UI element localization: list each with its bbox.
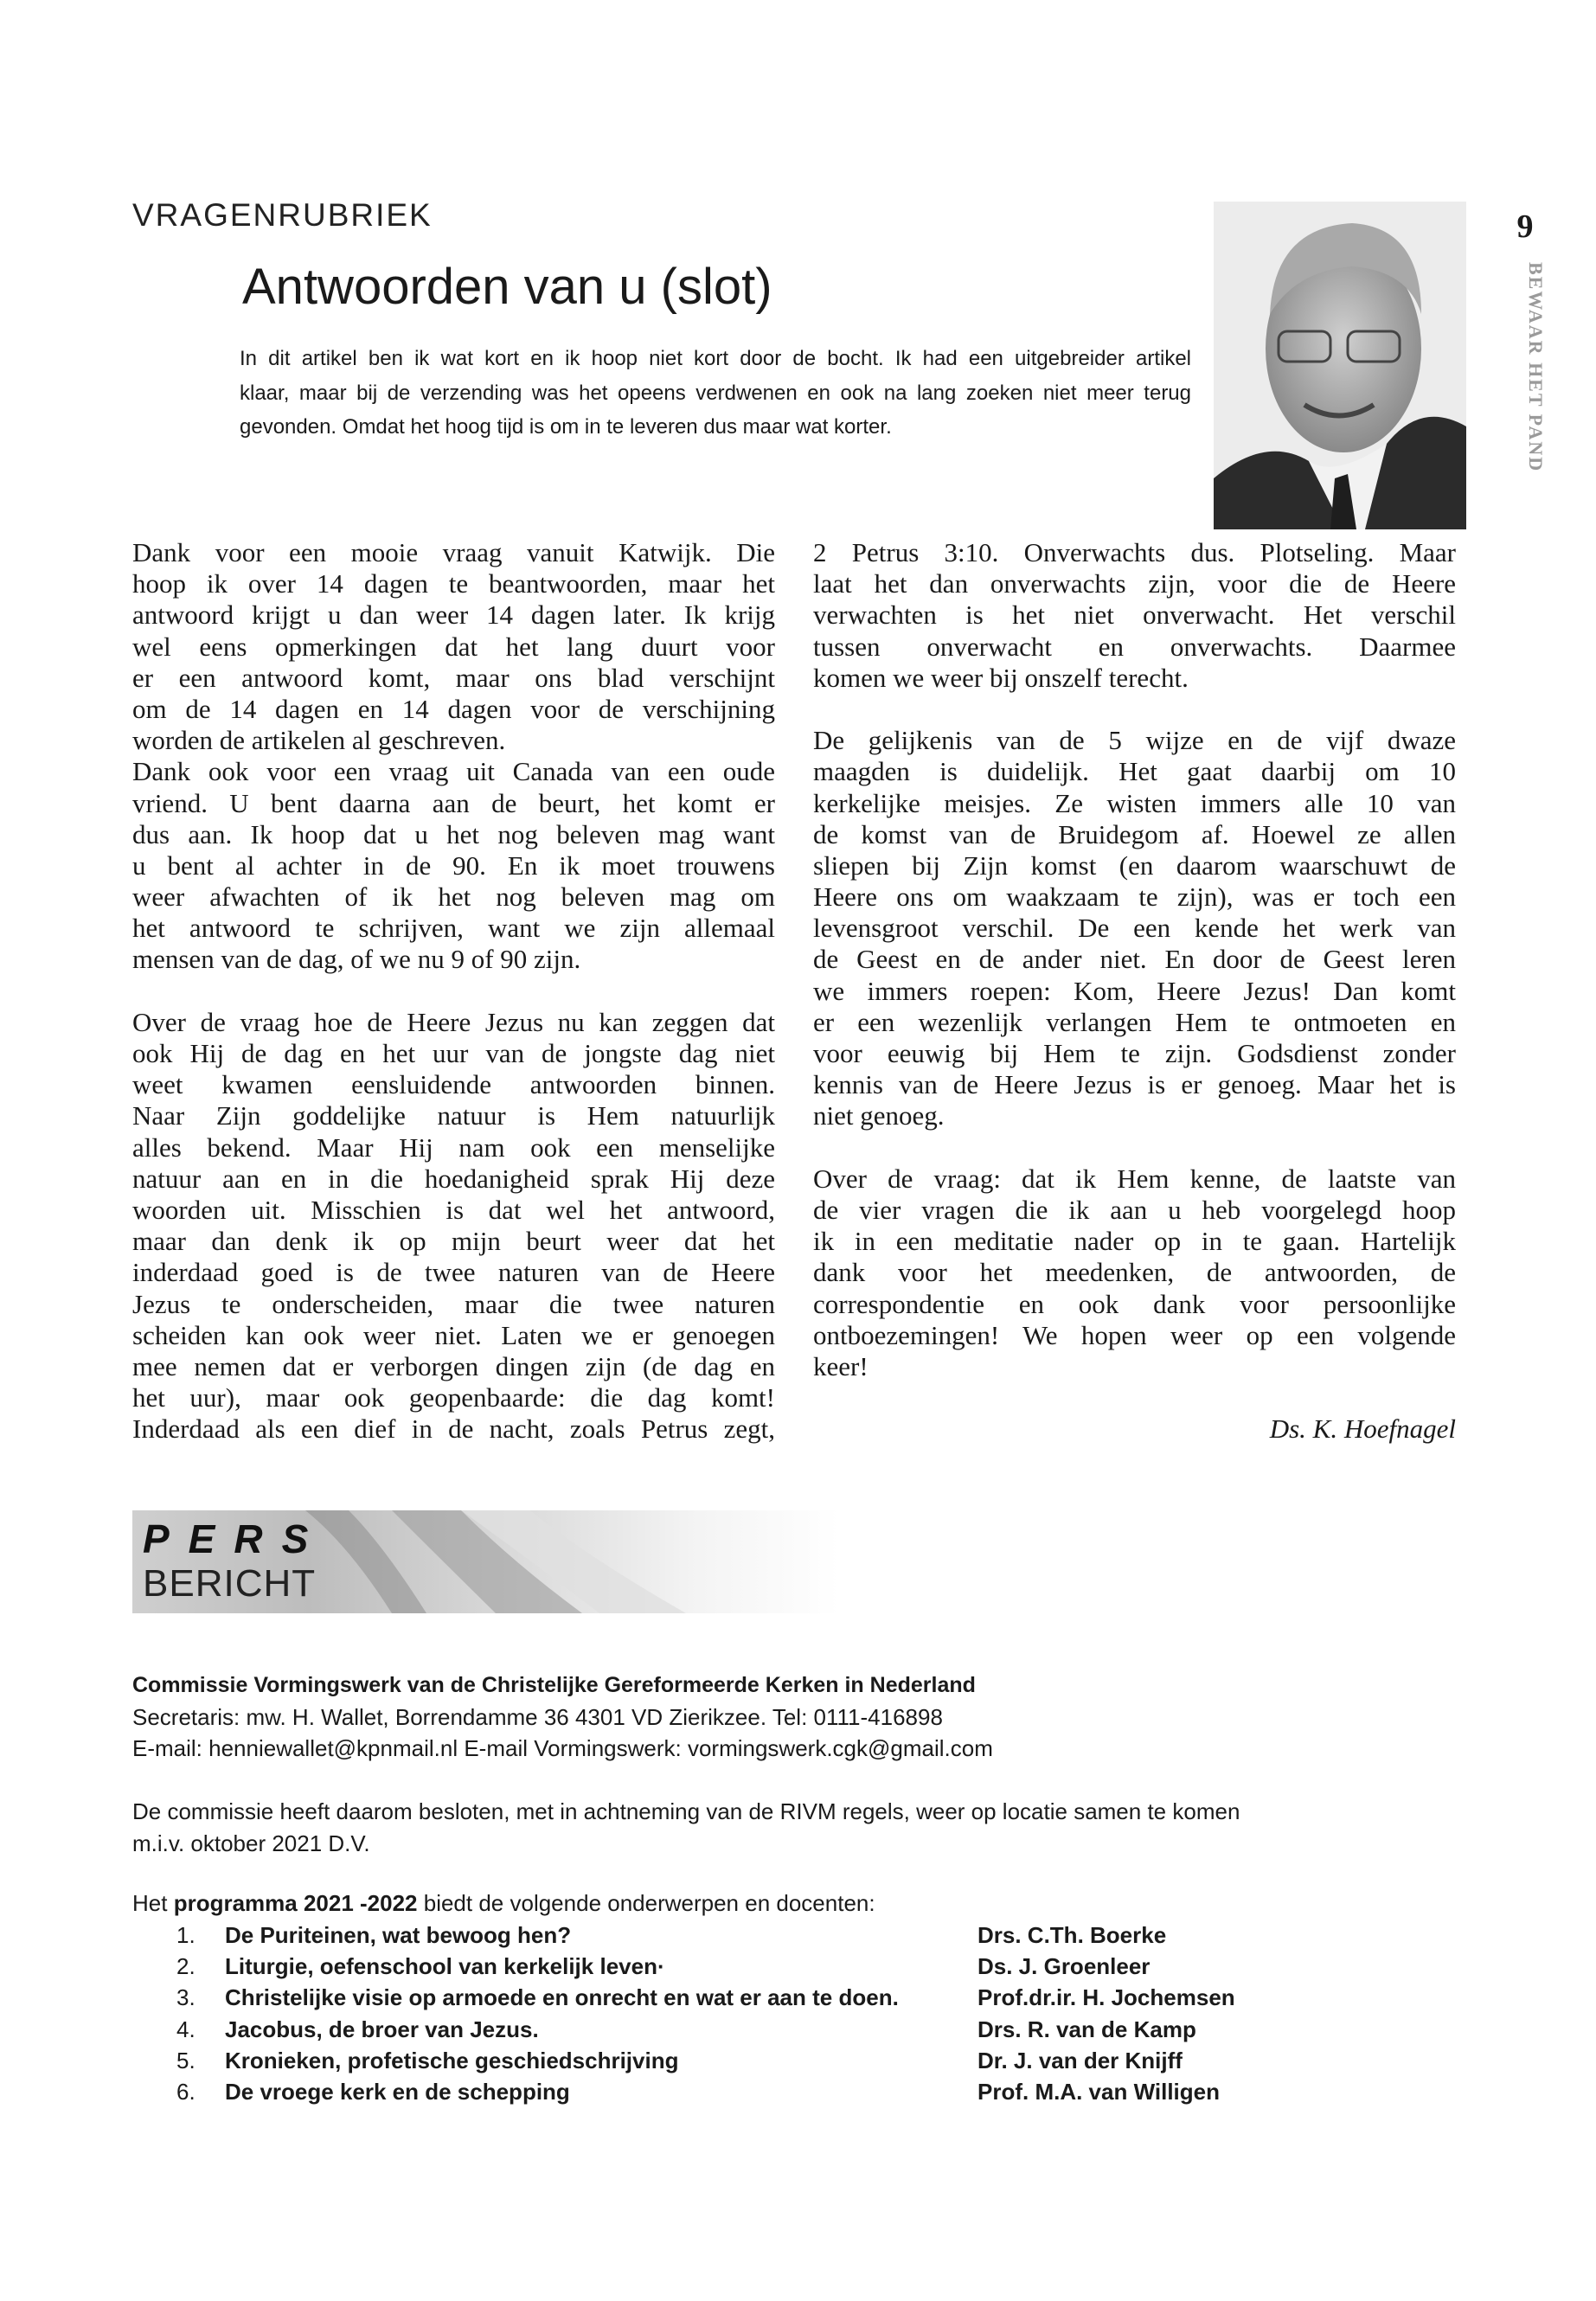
program-intro-pre: Het bbox=[132, 1890, 174, 1916]
text-line: Inderdaad als een dief in de nacht, zoals Petrus zegt, bbox=[132, 1413, 775, 1445]
text-line: Dank ook voor een vraag uit Canada van een oude bbox=[132, 756, 775, 787]
text-line: kerkelijke meisjes. Ze wisten immers alle 10 van bbox=[813, 787, 1456, 818]
program-intro bbox=[132, 1888, 875, 1920]
text-line: voor eeuwig bij Hem te zijn. Godsdienst zonder bbox=[813, 1038, 1456, 1068]
decision-text bbox=[132, 1796, 1240, 1859]
text-line: we immers roepen: Kom, Heere Jezus! Dan komt bbox=[813, 975, 1456, 1006]
text-line: ontboezemingen! We hopen weer op een volgende bbox=[813, 1319, 1456, 1350]
right-column bbox=[813, 537, 1456, 1445]
text-line: Over de vraag hoe de Heere Jezus nu kan zeggen dat bbox=[132, 1006, 775, 1037]
item-teacher: Ds. J. Groenleer bbox=[977, 1952, 1151, 1979]
text-line bbox=[813, 694, 1456, 725]
text-line: komen we weer bij onszelf terecht. bbox=[813, 662, 1189, 693]
article-intro bbox=[240, 342, 1191, 445]
secretary-info: Secretaris: mw. H. Wallet, Borrendamme 36 4301 VD Zierikzee. Tel: 0111-416898 bbox=[132, 1703, 943, 1730]
text-line: dus aan. Ik hoop dat u het nog beleven mag want bbox=[132, 818, 775, 849]
program-item bbox=[132, 2076, 1221, 2107]
program-item bbox=[132, 1982, 1235, 2013]
section-label: VRAGENRUBRIEK bbox=[132, 197, 433, 233]
item-topic: Kronieken, profetische geschiedschrijving bbox=[225, 2048, 679, 2074]
text-line bbox=[813, 1132, 1456, 1163]
item-topic: Liturgie, oefenschool van kerkelijk leven· bbox=[225, 1952, 665, 1979]
item-number: 6. bbox=[176, 2079, 195, 2106]
text-line: alles bekend. Maar Hij nam ook een menselijke bbox=[132, 1131, 775, 1163]
program-item bbox=[132, 1920, 1167, 1951]
text-line: Over de vraag: dat ik Hem kenne, de laatste van bbox=[813, 1163, 1456, 1194]
program-intro-post: biedt de volgende onderwerpen en docenten: bbox=[417, 1890, 875, 1916]
text-line bbox=[813, 1382, 1456, 1413]
text-line: 2 Petrus 3:10. Onverwachts dus. Plotseling. Maar bbox=[813, 537, 1456, 567]
text-line bbox=[132, 976, 775, 1007]
text-line: maar dan denk ik op mijn beurt weer dat het bbox=[132, 1226, 775, 1257]
text-line: Heere ons om waakzaam te zijn), was er toch een bbox=[813, 881, 1456, 913]
program-item bbox=[132, 1951, 1151, 1982]
program-intro-bold: programma 2021 -2022 bbox=[173, 1890, 418, 1916]
text-line: correspondentie en ook dank voor persoonlijke bbox=[813, 1288, 1456, 1319]
text-line: maagden is duidelijk. Het gaat daarbij om 10 bbox=[813, 756, 1456, 787]
program-item bbox=[132, 2045, 1183, 2076]
text-line: woorden uit. Misschien is dat wel het antwoord, bbox=[132, 1194, 775, 1225]
text-line: wel eens opmerkingen dat het lang duurt voor bbox=[132, 631, 775, 662]
decision-line: De commissie heeft daarom besloten, met in achtneming van de RIVM regels, weer op locatie samen te komen bbox=[132, 1798, 1240, 1824]
text-line: het uur), maar ook geopenbaarde: die dag komt! bbox=[132, 1382, 775, 1413]
text-line: levensgroot verschil. De een kende het werk van bbox=[813, 913, 1456, 944]
text-line: sliepen bij Zijn komst (en daarom waarschuwt de bbox=[813, 849, 1456, 881]
text-line: mee nemen dat er verborgen dingen zijn (de dag en bbox=[132, 1350, 775, 1381]
author-photo bbox=[1214, 202, 1466, 529]
text-line: ook Hij de dag en het uur van de jongste dag niet bbox=[132, 1038, 775, 1068]
program-item bbox=[132, 2014, 1196, 2045]
item-number: 3. bbox=[176, 1984, 195, 2011]
item-topic: De Puriteinen, wat bewoog hen? bbox=[225, 1921, 572, 1948]
item-number: 4. bbox=[176, 2016, 195, 2042]
running-title: BEWAAR HET PAND bbox=[1525, 262, 1547, 473]
text-line: verwachten is het niet onverwacht. Het verschil bbox=[813, 599, 1456, 631]
text-line: niet genoeg. bbox=[813, 1100, 945, 1131]
item-topic: De vroege kerk en de schepping bbox=[225, 2079, 570, 2106]
item-topic: Jacobus, de broer van Jezus. bbox=[225, 2016, 539, 2042]
decision-line: m.i.v. oktober 2021 D.V. bbox=[132, 1830, 370, 1856]
intro-line: gevonden. Omdat het hoog tijd is om in te leveren dus maar wat korter. bbox=[240, 415, 892, 439]
press-banner-subtitle: BERICHT bbox=[143, 1562, 317, 1605]
text-line: De gelijkenis van de 5 wijze en de vijf dwaze bbox=[813, 725, 1456, 756]
item-teacher: Drs. R. van de Kamp bbox=[977, 2016, 1196, 2042]
text-line: Dank voor een mooie vraag vanuit Katwijk. Die bbox=[132, 537, 775, 567]
text-line: Naar Zijn goddelijke natuur is Hem natuurlijk bbox=[132, 1100, 775, 1131]
text-line: er een wezenlijk verlangen Hem te ontmoeten en bbox=[813, 1006, 1456, 1037]
text-line: de vier vragen die ik aan u heb voorgelegd hoop bbox=[813, 1194, 1456, 1225]
left-column bbox=[132, 537, 775, 1445]
item-teacher: Prof. M.A. van Willigen bbox=[977, 2079, 1221, 2106]
page-number: 9 bbox=[1516, 208, 1534, 245]
text-line: antwoord krijgt u dan weer 14 dagen later. Ik krijg bbox=[132, 599, 775, 631]
item-teacher: Prof.dr.ir. H. Jochemsen bbox=[977, 1984, 1235, 2011]
text-line: Jezus te onderscheiden, maar die twee naturen bbox=[132, 1288, 775, 1319]
text-line: hoop ik over 14 dagen te beantwoorden, maar het bbox=[132, 568, 775, 599]
text-line: kennis van de Heere Jezus is er genoeg. Maar het is bbox=[813, 1069, 1456, 1100]
text-line: dank voor het meedenken, de antwoorden, de bbox=[813, 1257, 1456, 1288]
text-line: inderdaad goed is de twee naturen van de Heere bbox=[132, 1257, 775, 1288]
press-banner-title: PERS bbox=[143, 1516, 328, 1561]
text-line: om de 14 dagen en 14 dagen voor de verschijning bbox=[132, 693, 775, 724]
item-teacher: Drs. C.Th. Boerke bbox=[977, 1921, 1167, 1948]
signature: Ds. K. Hoefnagel bbox=[1269, 1413, 1456, 1445]
item-number: 5. bbox=[176, 2048, 195, 2074]
text-line: scheiden kan ook weer niet. Laten we er genoegen bbox=[132, 1319, 775, 1350]
text-line: er een antwoord komt, maar ons blad verschijnt bbox=[132, 662, 775, 693]
intro-line: In dit artikel ben ik wat kort en ik hoop niet kort door de bocht. Ik had een uitgebreider artikel bbox=[240, 347, 1191, 370]
item-teacher: Dr. J. van der Knijff bbox=[977, 2048, 1183, 2074]
text-line: vriend. U bent daarna aan de beurt, het komt er bbox=[132, 787, 775, 818]
text-line: natuur aan en in die hoedanigheid sprak Hij deze bbox=[132, 1163, 775, 1194]
email-info: E-mail: henniewallet@kpnmail.nl E-mail Vormingswerk: vormingswerk.cgk@gmail.com bbox=[132, 1735, 993, 1761]
text-line: weer afwachten of ik het nog beleven mag om bbox=[132, 881, 775, 913]
text-line: laat het dan onverwachts zijn, voor die de Heere bbox=[813, 568, 1456, 599]
text-line: keer! bbox=[813, 1350, 869, 1381]
item-number: 2. bbox=[176, 1952, 195, 1979]
text-line: worden de artikelen al geschreven. bbox=[132, 725, 506, 756]
article-title: Antwoorden van u (slot) bbox=[242, 259, 772, 315]
text-line: het antwoord te schrijven, want we zijn allemaal bbox=[132, 913, 775, 944]
text-line: de komst van de Bruidegom af. Hoewel ze allen bbox=[813, 818, 1456, 849]
program bbox=[132, 1888, 1235, 2108]
press-contact bbox=[132, 1670, 993, 1765]
item-topic: Christelijke visie op armoede en onrecht en wat er aan te doen. bbox=[225, 1984, 899, 2011]
text-line: ik in een meditatie nader op in te gaan. Hartelijk bbox=[813, 1226, 1456, 1257]
text-line: weet kwamen eensluidende antwoorden binnen. bbox=[132, 1069, 775, 1100]
text-line: de Geest en de ander niet. En door de Geest leren bbox=[813, 944, 1456, 975]
text-line: u bent al achter in de 90. En ik moet trouwens bbox=[132, 849, 775, 881]
item-number: 1. bbox=[176, 1921, 195, 1948]
organization-name: Commissie Vormingswerk van de Christelijke Gereformeerde Kerken in Nederland bbox=[132, 1673, 976, 1697]
intro-line: klaar, maar bij de verzending was het opeens verdwenen en ook na lang zoeken niet meer terug bbox=[240, 381, 1191, 405]
text-line: tussen onverwacht en onverwachts. Daarmee bbox=[813, 631, 1456, 662]
text-line: mensen van de dag, of we nu 9 of 90 zijn. bbox=[132, 944, 581, 975]
